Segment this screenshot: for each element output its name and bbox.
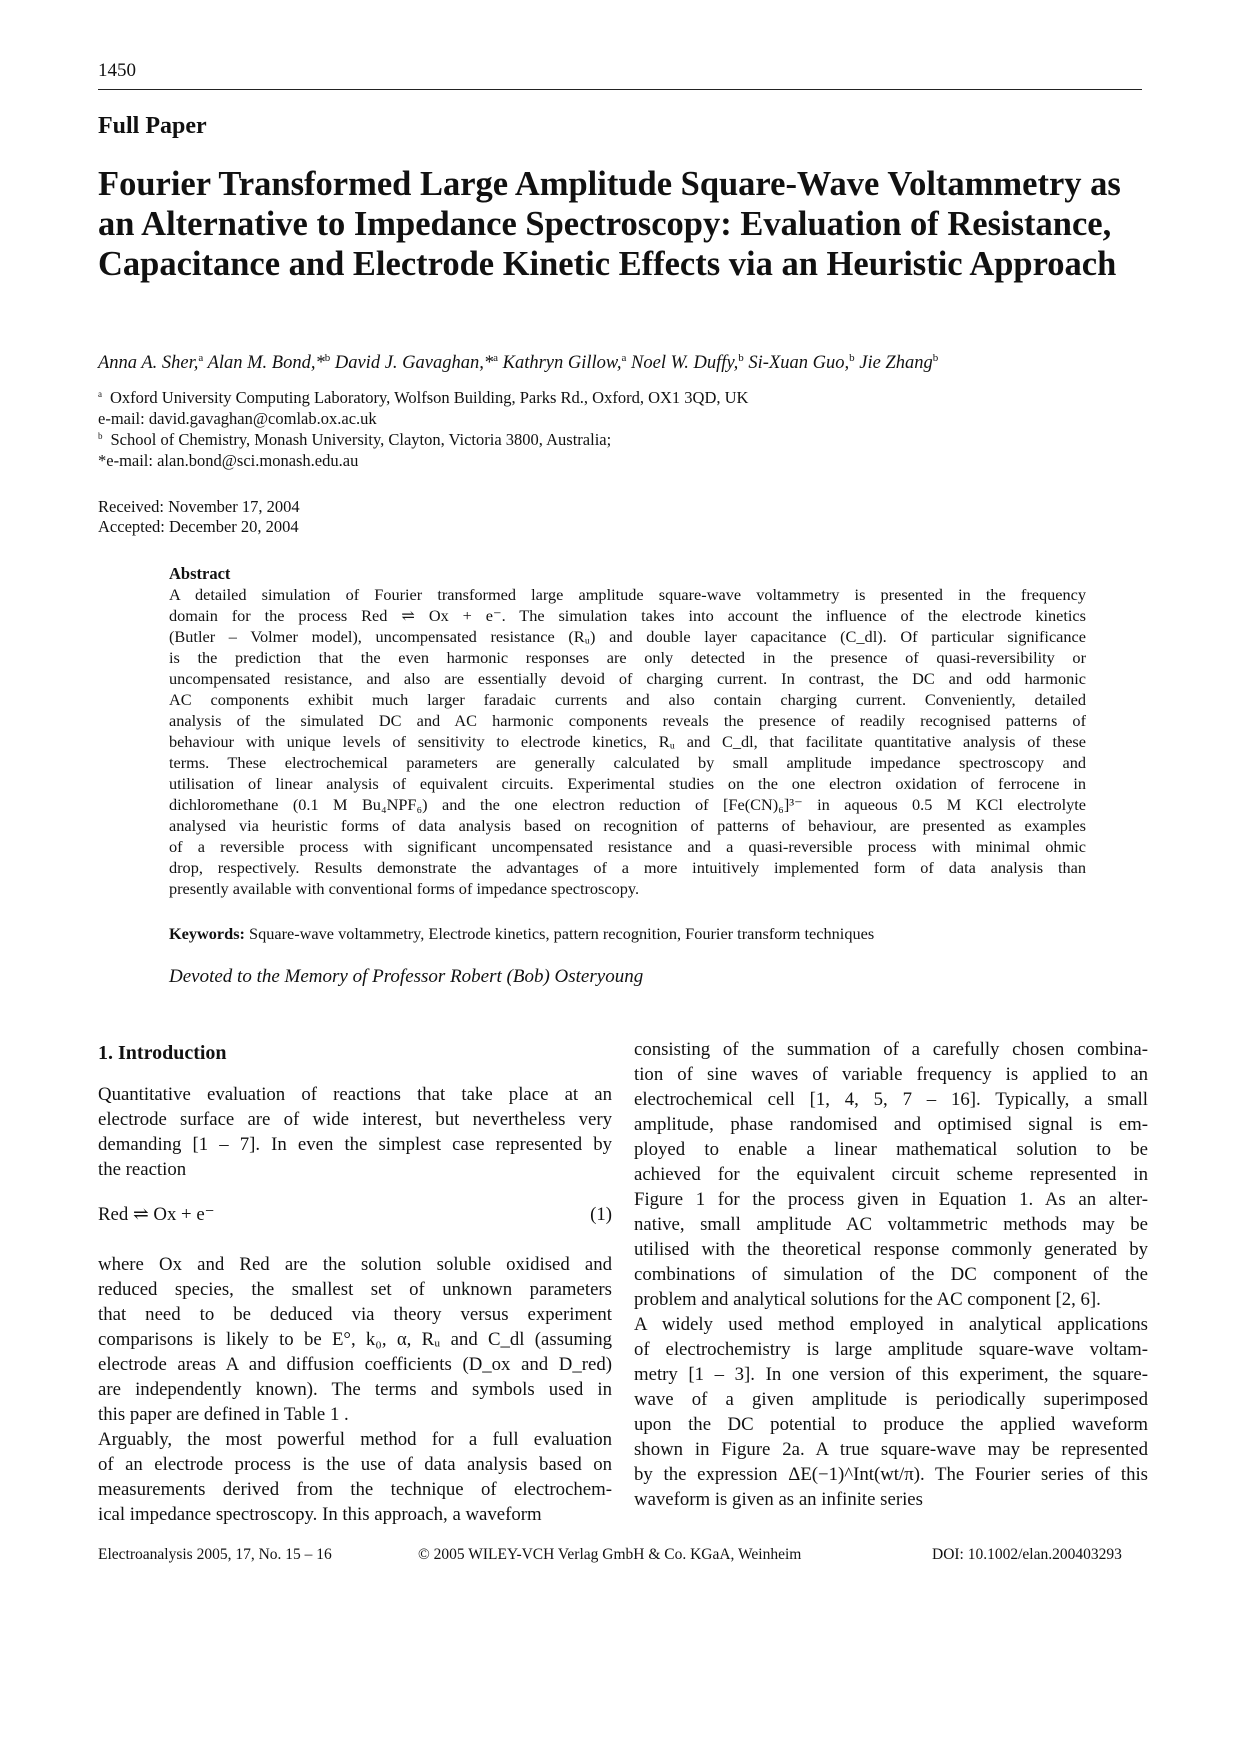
section-heading-introduction: 1. Introduction: [98, 1042, 227, 1064]
author-affiliation-mark: a: [198, 352, 204, 364]
affiliation-a-mark: a: [98, 388, 102, 399]
abstract-line: (Butler – Volmer model), uncompensated resistance (Rᵤ) and double layer capacitance (C_dl). Of particular significance: [169, 627, 1086, 646]
text-line: problem and analytical solutions for the AC component [2, 6].: [634, 1289, 1101, 1310]
equation-1: [98, 1202, 612, 1227]
text-line: electrode areas A and diffusion coefficients (D_ox and D_red): [98, 1354, 612, 1375]
author-name: Kathryn Gillow,: [502, 353, 622, 374]
footer-journal: Electroanalysis 2005, 17, No. 15 – 16: [98, 1546, 332, 1563]
affiliation-b-mark: b: [98, 430, 103, 441]
abstract-line: drop, respectively. Results demonstrate the advantages of a more intuitively implemented form of data analysis than: [169, 858, 1086, 877]
author-name: Noel W. Duffy,: [631, 353, 739, 374]
author-affiliation-mark: b: [324, 352, 331, 364]
affiliation-a: [98, 388, 748, 408]
text-line: Arguably, the most powerful method for a full evaluation: [98, 1429, 612, 1450]
author-name: David J. Gavaghan,*: [334, 353, 494, 374]
author-list: [98, 352, 1158, 374]
text-line: comparisons is likely to be E°, k₀, α, Rᵤ and C_dl (assuming: [98, 1329, 612, 1350]
abstract-line: behaviour with unique levels of sensitivity to electrode kinetics, Rᵤ and C_dl, that facilitate quantitative analysis of these: [169, 732, 1086, 751]
text-line: Quantitative evaluation of reactions that take place at an: [98, 1084, 612, 1105]
accepted-date: Accepted: December 20, 2004: [98, 517, 299, 536]
section-label: Full Paper: [98, 113, 207, 139]
header-rule: [98, 89, 1142, 90]
abstract-line: A detailed simulation of Fourier transformed large amplitude square-wave voltammetry is presented in the frequency: [169, 585, 1086, 604]
text-line: ical impedance spectroscopy. In this approach, a waveform: [98, 1504, 542, 1525]
author-name: Anna A. Sher,: [98, 353, 199, 374]
text-line: wave of a given amplitude is periodically superimposed: [634, 1389, 1148, 1410]
text-line: A widely used method employed in analytical applications: [634, 1314, 1148, 1335]
text-line: measurements derived from the technique of electrochem-: [98, 1479, 612, 1500]
dedication: Devoted to the Memory of Professor Robert (Bob) Osteryoung: [169, 966, 644, 987]
abstract-line: AC components exhibit much larger faradaic currents and also contain charging current. Conveniently, detailed: [169, 690, 1086, 709]
author-affiliation-mark: a: [621, 352, 627, 364]
affiliation-a-text: Oxford University Computing Laboratory, Wolfson Building, Parks Rd., Oxford, OX1 3QD, UK: [110, 388, 749, 407]
abstract-body: [169, 584, 1086, 899]
intro-right-column: [634, 1037, 1148, 1512]
affiliation-b-text: School of Chemistry, Monash University, Clayton, Victoria 3800, Australia;: [110, 430, 612, 449]
keywords-label: Keywords:: [169, 924, 245, 943]
text-line: combinations of simulation of the DC component of the: [634, 1264, 1148, 1285]
paper-title: Fourier Transformed Large Amplitude Square-Wave Voltammetry as an Alternative to Impedance Spectroscopy: Evaluation of Resistance, Capacitance and Electrode Kinetic Effects via an Heuristic Approach: [98, 165, 1121, 283]
text-line: demanding [1 – 7]. In even the simplest case represented by: [98, 1134, 612, 1155]
author-name: Jie Zhang: [859, 353, 933, 374]
abstract-line: terms. These electrochemical parameters are generally calculated by small amplitude impedance spectroscopy and: [169, 753, 1086, 772]
page-number: 1450: [98, 60, 136, 81]
text-line: where Ox and Red are the solution soluble oxidised and: [98, 1254, 612, 1275]
text-line: shown in Figure 2a. A true square-wave may be represented: [634, 1439, 1148, 1460]
intro-left-paragraph-2: [98, 1252, 612, 1527]
text-line: by the expression ΔE(−1)^Int(wt/π). The Fourier series of this: [634, 1464, 1148, 1485]
abstract-line: dichloromethane (0.1 M Bu₄NPF₆) and the one electron reduction of [Fe(CN)₆]³⁻ in aqueous 0.5 M KCl electrolyte: [169, 795, 1086, 814]
text-line: upon the DC potential to produce the applied waveform: [634, 1414, 1148, 1435]
email-a: e-mail: david.gavaghan@comlab.ox.ac.uk: [98, 409, 377, 428]
abstract-line: analysis of the simulated DC and AC harmonic components reveals the presence of readily recognised patterns of: [169, 711, 1086, 730]
received-date: Received: November 17, 2004: [98, 497, 300, 516]
author-affiliation-mark: b: [849, 352, 855, 364]
text-line: tion of sine waves of variable frequency is applied to an: [634, 1064, 1148, 1085]
equation-number: (1): [590, 1204, 612, 1225]
keywords-text: Square-wave voltammetry, Electrode kinetics, pattern recognition, Fourier transform techniques: [249, 924, 875, 943]
abstract-line: domain for the process Red ⇌ Ox + e⁻. The simulation takes into account the influence of the electrode kinetics: [169, 606, 1086, 625]
text-line: native, small amplitude AC voltammetric methods may be: [634, 1214, 1148, 1235]
equation-text: Red ⇌ Ox + e⁻: [98, 1204, 215, 1225]
abstract-heading: Abstract: [169, 564, 231, 583]
author-affiliation-mark: b: [932, 352, 939, 364]
author-name: Alan M. Bond,*: [207, 353, 325, 374]
text-line: of an electrode process is the use of data analysis based on: [98, 1454, 612, 1475]
text-line: achieved for the equivalent circuit scheme represented in: [634, 1164, 1148, 1185]
abstract-line: analysed via heuristic forms of data analysis based on recognition of patterns of behaviour, are presented as examples: [169, 816, 1086, 835]
intro-left-paragraph-1: [98, 1082, 612, 1182]
text-line: Figure 1 for the process given in Equation 1. As an alter-: [634, 1189, 1148, 1210]
text-line: utilised with the theoretical response commonly generated by: [634, 1239, 1148, 1260]
abstract-line: presently available with conventional forms of impedance spectroscopy.: [169, 879, 640, 898]
abstract-line: uncompensated resistance, and also are essentially devoid of charging current. In contrast, the DC and odd harmonic: [169, 669, 1086, 688]
text-line: metry [1 – 3]. In one version of this experiment, the square-: [634, 1364, 1148, 1385]
abstract-line: of a reversible process with significant uncompensated resistance and a quasi-reversible process with minimal ohmic: [169, 837, 1086, 856]
text-line: waveform is given as an infinite series: [634, 1489, 923, 1510]
text-line: reduced species, the smallest set of unknown parameters: [98, 1279, 612, 1300]
text-line: electrode surface are of wide interest, but nevertheless very: [98, 1109, 612, 1130]
text-line: ployed to enable a linear mathematical solution to be: [634, 1139, 1148, 1160]
email-b: *e-mail: alan.bond@sci.monash.edu.au: [98, 451, 359, 470]
text-line: electrochemical cell [1, 4, 5, 7 – 16]. Typically, a small: [634, 1089, 1148, 1110]
author-affiliation-mark: a: [493, 352, 498, 364]
text-line: of electrochemistry is large amplitude square-wave voltam-: [634, 1339, 1148, 1360]
text-line: are independently known). The terms and symbols used in: [98, 1379, 612, 1400]
text-line: that need to be deduced via theory versus experiment: [98, 1304, 612, 1325]
footer-doi: DOI: 10.1002/elan.200403293: [932, 1546, 1122, 1563]
affiliation-b: [98, 430, 611, 450]
text-line: this paper are defined in Table 1 .: [98, 1404, 349, 1425]
text-line: amplitude, phase randomised and optimised signal is em-: [634, 1114, 1148, 1135]
author-affiliation-mark: b: [738, 352, 744, 364]
abstract-line: utilisation of linear analysis of equivalent circuits. Experimental studies on the one electron oxidation of ferrocene in: [169, 774, 1086, 793]
text-line: consisting of the summation of a carefully chosen combina-: [634, 1039, 1148, 1060]
keywords: [169, 924, 874, 944]
author-name: Si-Xuan Guo,: [748, 353, 850, 374]
footer-copyright: © 2005 WILEY-VCH Verlag GmbH & Co. KGaA, Weinheim: [418, 1546, 802, 1563]
text-line: the reaction: [98, 1159, 187, 1180]
abstract-line: is the prediction that the even harmonic responses are only detected in the presence of quasi-reversibility or: [169, 648, 1086, 667]
